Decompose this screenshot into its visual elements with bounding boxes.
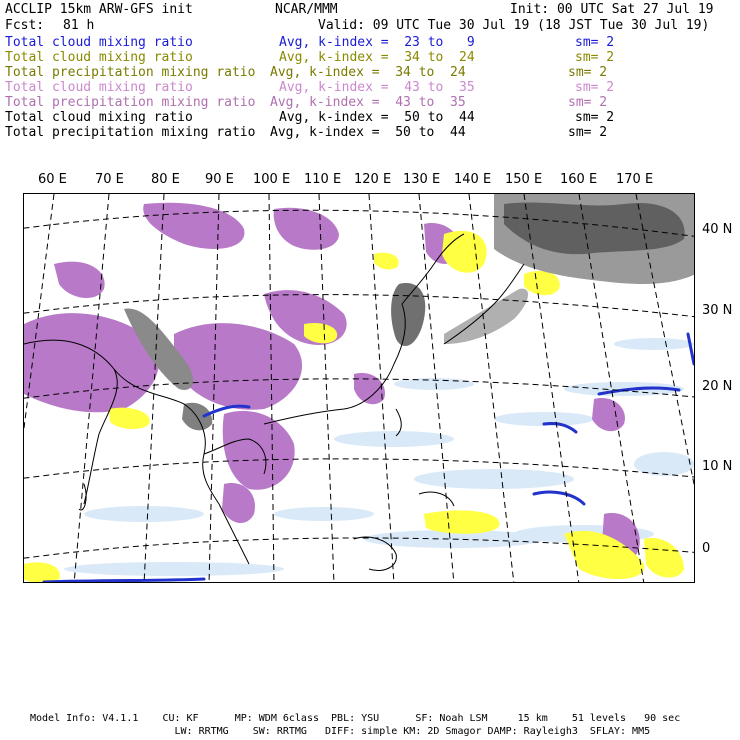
valid-time: Valid: 09 UTC Tue 30 Jul 19 (18 JST Tue 30 Jul 19) xyxy=(318,18,710,33)
lon-label-110e: 110 E xyxy=(304,172,342,187)
legend-field-2: Total cloud mixing ratio xyxy=(5,50,193,65)
lon-label-160e: 160 E xyxy=(560,172,598,187)
lat-label-10n: 10 N xyxy=(702,459,733,474)
model-info-line-1: Model Info: V4.1.1 CU: KF MP: WDM 6class PBL: YSU SF: Noah LSM 15 km 51 levels 90 sec xyxy=(30,713,681,724)
lat-label-20n: 20 N xyxy=(702,379,733,394)
lon-label-120e: 120 E xyxy=(354,172,392,187)
lat-label-30n: 30 N xyxy=(702,303,733,318)
legend-avg-6: Avg, k-index = 50 to 44 xyxy=(279,110,475,125)
lon-label-80e: 80 E xyxy=(151,172,180,187)
lat-label-40n: 40 N xyxy=(702,222,733,237)
lon-label-170e: 170 E xyxy=(616,172,654,187)
legend-field-6: Total cloud mixing ratio xyxy=(5,110,193,125)
legend-sm-2: sm= 2 xyxy=(575,50,615,65)
legend-sm-1: sm= 2 xyxy=(575,35,615,50)
organization-label: NCAR/MMM xyxy=(275,2,338,17)
legend-avg-1: Avg, k-index = 23 to 9 xyxy=(279,35,475,50)
init-time: Init: 00 UTC Sat 27 Jul 19 xyxy=(510,2,714,17)
forecast-map xyxy=(23,193,695,583)
legend-avg-4: Avg, k-index = 43 to 35 xyxy=(279,80,475,95)
legend-sm-4: sm= 2 xyxy=(575,80,615,95)
map-canvas xyxy=(24,194,695,583)
legend-field-3: Total precipitation mixing ratio xyxy=(5,65,256,80)
legend-field-1: Total cloud mixing ratio xyxy=(5,35,193,50)
lon-label-140e: 140 E xyxy=(454,172,492,187)
lon-label-70e: 70 E xyxy=(95,172,124,187)
legend-avg-7: Avg, k-index = 50 to 44 xyxy=(270,125,466,140)
model-info-line-2: LW: RRTMG SW: RRTMG DIFF: simple KM: 2D Smagor DAMP: Rayleigh3 SFLAY: MM5 xyxy=(30,726,651,737)
legend-field-7: Total precipitation mixing ratio xyxy=(5,125,256,140)
legend-sm-5: sm= 2 xyxy=(568,95,608,110)
forecast-label: Fcst: xyxy=(5,18,45,33)
legend-avg-3: Avg, k-index = 34 to 24 xyxy=(270,65,466,80)
lon-label-100e: 100 E xyxy=(253,172,291,187)
legend-sm-7: sm= 2 xyxy=(568,125,608,140)
legend-avg-5: Avg, k-index = 43 to 35 xyxy=(270,95,466,110)
lat-label-equator: 0 xyxy=(702,541,711,556)
legend-sm-3: sm= 2 xyxy=(568,65,608,80)
legend-sm-6: sm= 2 xyxy=(575,110,615,125)
lon-label-90e: 90 E xyxy=(205,172,234,187)
legend-field-4: Total cloud mixing ratio xyxy=(5,80,193,95)
lon-label-130e: 130 E xyxy=(403,172,441,187)
forecast-hour: 81 h xyxy=(63,18,95,33)
lon-label-150e: 150 E xyxy=(505,172,543,187)
lon-label-60e: 60 E xyxy=(38,172,67,187)
plot-title: ACCLIP 15km ARW-GFS init xyxy=(5,2,193,17)
legend-avg-2: Avg, k-index = 34 to 24 xyxy=(279,50,475,65)
legend-field-5: Total precipitation mixing ratio xyxy=(5,95,256,110)
